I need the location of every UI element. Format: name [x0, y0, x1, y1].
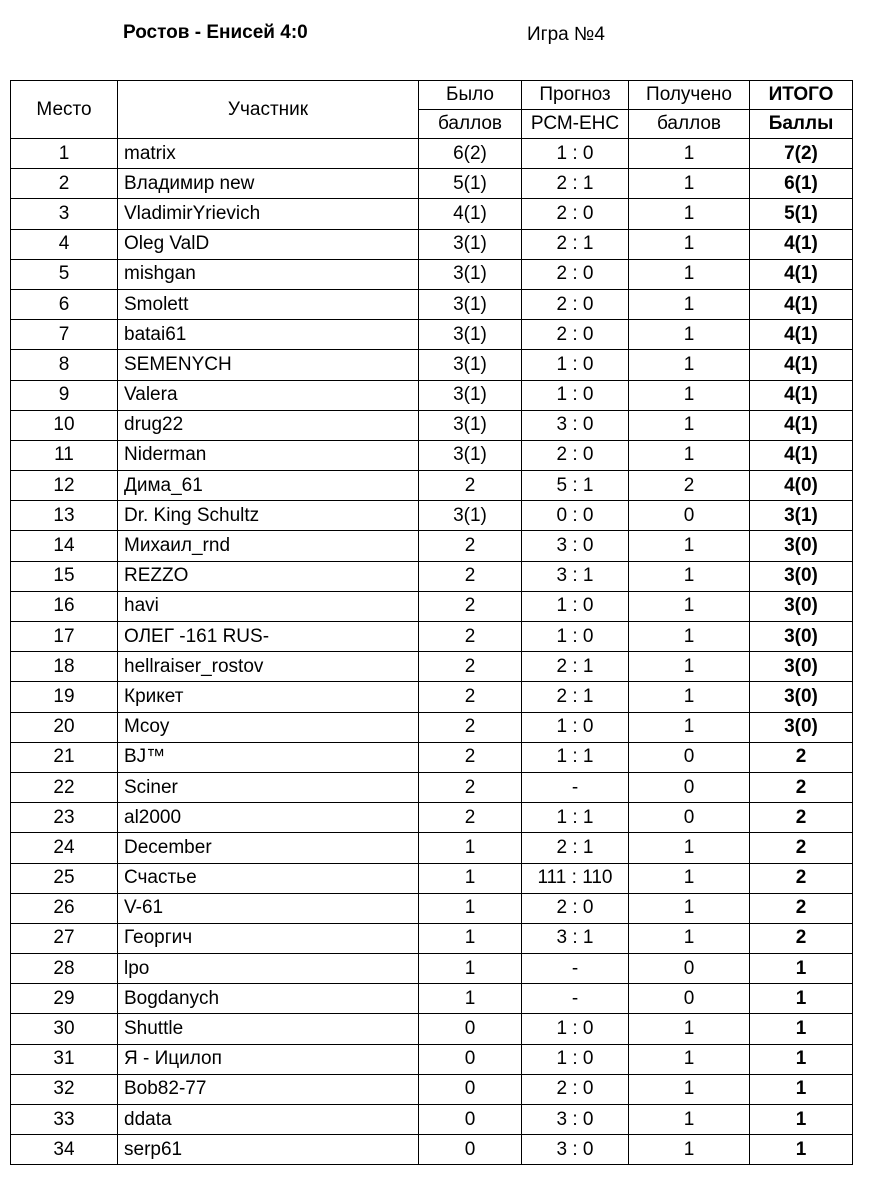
table-row: [11, 289, 853, 319]
table-row: [11, 1014, 853, 1044]
header-total-bottom: Баллы: [750, 110, 853, 139]
cell-total: 4(1): [750, 380, 853, 410]
cell-prediction: 0 : 0: [522, 501, 629, 531]
cell-points-received: 1: [629, 893, 750, 923]
cell-prediction: 2 : 0: [522, 440, 629, 470]
cell-points-received: 1: [629, 1044, 750, 1074]
cell-participant: Георгич: [118, 923, 419, 953]
cell-points-received: 0: [629, 501, 750, 531]
cell-participant: lpo: [118, 954, 419, 984]
cell-participant: Mcoy: [118, 712, 419, 742]
cell-participant: al2000: [118, 803, 419, 833]
cell-points-before: 2: [419, 591, 522, 621]
header-place: Место: [11, 81, 118, 139]
cell-participant: Счастье: [118, 863, 419, 893]
cell-prediction: 2 : 1: [522, 652, 629, 682]
cell-place: 5: [11, 259, 118, 289]
header-participant: Участник: [118, 81, 419, 139]
cell-participant: drug22: [118, 410, 419, 440]
cell-points-received: 1: [629, 350, 750, 380]
table-row: [11, 682, 853, 712]
cell-place: 9: [11, 380, 118, 410]
cell-points-received: 1: [629, 1135, 750, 1165]
cell-participant: Владимир new: [118, 169, 419, 199]
cell-place: 27: [11, 923, 118, 953]
table-row: [11, 501, 853, 531]
cell-total: 1: [750, 1044, 853, 1074]
cell-place: 13: [11, 501, 118, 531]
cell-total: 4(1): [750, 410, 853, 440]
cell-prediction: 1 : 0: [522, 712, 629, 742]
cell-participant: ddata: [118, 1105, 419, 1135]
cell-prediction: 1 : 0: [522, 350, 629, 380]
cell-total: 5(1): [750, 199, 853, 229]
cell-prediction: 2 : 0: [522, 259, 629, 289]
cell-prediction: 2 : 0: [522, 320, 629, 350]
cell-prediction: 3 : 1: [522, 923, 629, 953]
cell-prediction: 2 : 0: [522, 893, 629, 923]
cell-points-received: 1: [629, 320, 750, 350]
cell-participant: havi: [118, 591, 419, 621]
cell-points-before: 3(1): [419, 350, 522, 380]
cell-points-before: 2: [419, 652, 522, 682]
cell-participant: mishgan: [118, 259, 419, 289]
cell-total: 3(0): [750, 652, 853, 682]
cell-points-received: 1: [629, 259, 750, 289]
cell-place: 26: [11, 893, 118, 923]
cell-points-received: 0: [629, 984, 750, 1014]
cell-total: 4(0): [750, 471, 853, 501]
cell-place: 1: [11, 139, 118, 169]
cell-points-before: 0: [419, 1074, 522, 1104]
header-prediction-bottom: РСМ-ЕНС: [522, 110, 629, 139]
cell-points-received: 1: [629, 1074, 750, 1104]
table-row: [11, 591, 853, 621]
cell-place: 34: [11, 1135, 118, 1165]
cell-prediction: 1 : 0: [522, 622, 629, 652]
cell-place: 22: [11, 772, 118, 802]
cell-prediction: 2 : 1: [522, 229, 629, 259]
table-row: [11, 923, 853, 953]
cell-points-before: 1: [419, 833, 522, 863]
cell-points-before: 2: [419, 772, 522, 802]
cell-points-received: 1: [629, 380, 750, 410]
cell-points-before: 3(1): [419, 440, 522, 470]
cell-prediction: 5 : 1: [522, 471, 629, 501]
table-body: [11, 139, 853, 1165]
cell-total: 2: [750, 803, 853, 833]
cell-total: 2: [750, 833, 853, 863]
cell-prediction: 2 : 1: [522, 833, 629, 863]
table-row: [11, 893, 853, 923]
table-row: [11, 833, 853, 863]
cell-prediction: 1 : 0: [522, 139, 629, 169]
table-row: [11, 471, 853, 501]
header-before-top: Было: [419, 81, 522, 110]
cell-points-before: 3(1): [419, 410, 522, 440]
cell-place: 16: [11, 591, 118, 621]
cell-points-received: 0: [629, 772, 750, 802]
cell-participant: VladimirYrievich: [118, 199, 419, 229]
cell-place: 7: [11, 320, 118, 350]
cell-points-before: 3(1): [419, 229, 522, 259]
cell-points-before: 0: [419, 1044, 522, 1074]
cell-participant: Дима_61: [118, 471, 419, 501]
table-row: [11, 712, 853, 742]
cell-points-before: 3(1): [419, 501, 522, 531]
table-row: [11, 803, 853, 833]
cell-points-received: 1: [629, 652, 750, 682]
table-row: [11, 954, 853, 984]
cell-participant: matrix: [118, 139, 419, 169]
cell-prediction: 2 : 1: [522, 682, 629, 712]
table-row: [11, 410, 853, 440]
table-row: [11, 199, 853, 229]
cell-prediction: 1 : 0: [522, 591, 629, 621]
cell-place: 15: [11, 561, 118, 591]
cell-place: 11: [11, 440, 118, 470]
cell-place: 23: [11, 803, 118, 833]
cell-participant: Smolett: [118, 289, 419, 319]
cell-points-before: 0: [419, 1135, 522, 1165]
cell-prediction: 111 : 110: [522, 863, 629, 893]
cell-total: 2: [750, 893, 853, 923]
cell-total: 3(0): [750, 591, 853, 621]
cell-total: 7(2): [750, 139, 853, 169]
cell-participant: Niderman: [118, 440, 419, 470]
cell-place: 20: [11, 712, 118, 742]
cell-participant: December: [118, 833, 419, 863]
table-row: [11, 1074, 853, 1104]
cell-points-before: 3(1): [419, 259, 522, 289]
cell-total: 1: [750, 1014, 853, 1044]
cell-points-before: 2: [419, 561, 522, 591]
table-row: [11, 561, 853, 591]
cell-participant: V-61: [118, 893, 419, 923]
cell-points-before: 2: [419, 471, 522, 501]
cell-prediction: 3 : 1: [522, 561, 629, 591]
cell-prediction: 3 : 0: [522, 1105, 629, 1135]
cell-place: 14: [11, 531, 118, 561]
table-row: [11, 139, 853, 169]
cell-points-before: 0: [419, 1105, 522, 1135]
cell-total: 2: [750, 742, 853, 772]
cell-participant: ОЛЕГ -161 RUS-: [118, 622, 419, 652]
cell-points-received: 1: [629, 682, 750, 712]
cell-prediction: 1 : 0: [522, 1014, 629, 1044]
cell-place: 28: [11, 954, 118, 984]
cell-total: 2: [750, 772, 853, 802]
cell-place: 8: [11, 350, 118, 380]
cell-points-before: 1: [419, 863, 522, 893]
cell-prediction: 3 : 0: [522, 410, 629, 440]
cell-place: 10: [11, 410, 118, 440]
cell-prediction: 1 : 1: [522, 803, 629, 833]
cell-prediction: 3 : 0: [522, 531, 629, 561]
header-received-top: Получено: [629, 81, 750, 110]
cell-points-before: 1: [419, 984, 522, 1014]
cell-points-before: 3(1): [419, 289, 522, 319]
table-header: [11, 81, 853, 139]
cell-points-received: 1: [629, 199, 750, 229]
cell-place: 3: [11, 199, 118, 229]
cell-points-received: 1: [629, 139, 750, 169]
cell-prediction: 2 : 1: [522, 169, 629, 199]
cell-total: 2: [750, 863, 853, 893]
cell-points-received: 1: [629, 591, 750, 621]
cell-prediction: 1 : 1: [522, 742, 629, 772]
cell-place: 12: [11, 471, 118, 501]
cell-points-received: 0: [629, 954, 750, 984]
table-row: [11, 622, 853, 652]
cell-total: 2: [750, 923, 853, 953]
cell-total: 1: [750, 1105, 853, 1135]
cell-points-received: 1: [629, 1105, 750, 1135]
cell-participant: Dr. King Schultz: [118, 501, 419, 531]
cell-points-received: 2: [629, 471, 750, 501]
cell-total: 1: [750, 984, 853, 1014]
cell-points-received: 1: [629, 1014, 750, 1044]
cell-place: 17: [11, 622, 118, 652]
table-row: [11, 772, 853, 802]
cell-participant: Я - Ицилоп: [118, 1044, 419, 1074]
table-row: [11, 380, 853, 410]
header-total-top: ИТОГО: [750, 81, 853, 110]
cell-points-before: 1: [419, 954, 522, 984]
cell-place: 24: [11, 833, 118, 863]
cell-participant: Valera: [118, 380, 419, 410]
cell-points-received: 1: [629, 289, 750, 319]
cell-points-received: 1: [629, 229, 750, 259]
cell-points-before: 2: [419, 622, 522, 652]
table-row: [11, 1105, 853, 1135]
cell-prediction: -: [522, 954, 629, 984]
cell-prediction: -: [522, 772, 629, 802]
cell-points-received: 1: [629, 622, 750, 652]
cell-participant: REZZO: [118, 561, 419, 591]
cell-prediction: 2 : 0: [522, 1074, 629, 1104]
table-row: [11, 259, 853, 289]
cell-prediction: 1 : 0: [522, 1044, 629, 1074]
table-row: [11, 169, 853, 199]
game-number: Игра №4: [527, 24, 605, 45]
table-row: [11, 984, 853, 1014]
cell-participant: Shuttle: [118, 1014, 419, 1044]
table-row: [11, 440, 853, 470]
table-row: [11, 1044, 853, 1074]
cell-place: 29: [11, 984, 118, 1014]
table-row: [11, 320, 853, 350]
cell-place: 6: [11, 289, 118, 319]
table-row: [11, 531, 853, 561]
cell-participant: Sciner: [118, 772, 419, 802]
cell-points-received: 1: [629, 561, 750, 591]
cell-total: 3(1): [750, 501, 853, 531]
cell-points-before: 6(2): [419, 139, 522, 169]
cell-points-before: 2: [419, 712, 522, 742]
cell-points-received: 1: [629, 531, 750, 561]
cell-place: 21: [11, 742, 118, 772]
cell-place: 33: [11, 1105, 118, 1135]
cell-total: 1: [750, 1074, 853, 1104]
cell-prediction: 2 : 0: [522, 199, 629, 229]
cell-total: 3(0): [750, 712, 853, 742]
table-row: [11, 863, 853, 893]
cell-total: 3(0): [750, 622, 853, 652]
header-prediction-top: Прогноз: [522, 81, 629, 110]
cell-participant: Oleg ValD: [118, 229, 419, 259]
cell-total: 1: [750, 1135, 853, 1165]
cell-points-received: 1: [629, 923, 750, 953]
cell-place: 2: [11, 169, 118, 199]
cell-total: 3(0): [750, 561, 853, 591]
header-received-bottom: баллов: [629, 110, 750, 139]
cell-participant: batai61: [118, 320, 419, 350]
cell-place: 30: [11, 1014, 118, 1044]
table-row: [11, 229, 853, 259]
cell-participant: Михаил_rnd: [118, 531, 419, 561]
header-before-bottom: баллов: [419, 110, 522, 139]
cell-participant: Bob82-77: [118, 1074, 419, 1104]
cell-total: 3(0): [750, 682, 853, 712]
cell-points-received: 1: [629, 410, 750, 440]
cell-place: 32: [11, 1074, 118, 1104]
table-row: [11, 742, 853, 772]
cell-prediction: 1 : 0: [522, 380, 629, 410]
cell-total: 4(1): [750, 289, 853, 319]
cell-total: 4(1): [750, 229, 853, 259]
cell-points-before: 2: [419, 742, 522, 772]
cell-points-received: 1: [629, 833, 750, 863]
standings-table: [10, 80, 853, 1165]
cell-points-before: 4(1): [419, 199, 522, 229]
cell-points-received: 1: [629, 863, 750, 893]
cell-total: 1: [750, 954, 853, 984]
cell-participant: serp61: [118, 1135, 419, 1165]
cell-total: 4(1): [750, 320, 853, 350]
cell-points-received: 1: [629, 712, 750, 742]
cell-total: 4(1): [750, 440, 853, 470]
cell-participant: SEMENYCH: [118, 350, 419, 380]
table-row: [11, 652, 853, 682]
cell-points-before: 2: [419, 803, 522, 833]
cell-prediction: 2 : 0: [522, 289, 629, 319]
cell-points-before: 2: [419, 531, 522, 561]
cell-place: 25: [11, 863, 118, 893]
match-title: Ростов - Енисей 4:0: [123, 22, 308, 43]
cell-participant: hellraiser_rostov: [118, 652, 419, 682]
cell-points-before: 1: [419, 923, 522, 953]
cell-participant: Крикет: [118, 682, 419, 712]
cell-points-received: 0: [629, 803, 750, 833]
cell-total: 4(1): [750, 259, 853, 289]
table-row: [11, 1135, 853, 1165]
cell-place: 19: [11, 682, 118, 712]
cell-total: 6(1): [750, 169, 853, 199]
cell-points-received: 0: [629, 742, 750, 772]
cell-points-received: 1: [629, 169, 750, 199]
cell-prediction: -: [522, 984, 629, 1014]
cell-points-before: 1: [419, 893, 522, 923]
cell-place: 18: [11, 652, 118, 682]
cell-points-before: 5(1): [419, 169, 522, 199]
cell-place: 4: [11, 229, 118, 259]
cell-points-before: 2: [419, 682, 522, 712]
table-row: [11, 350, 853, 380]
cell-prediction: 3 : 0: [522, 1135, 629, 1165]
cell-total: 3(0): [750, 531, 853, 561]
cell-participant: BJ™: [118, 742, 419, 772]
cell-points-received: 1: [629, 440, 750, 470]
cell-points-before: 3(1): [419, 380, 522, 410]
cell-participant: Bogdanych: [118, 984, 419, 1014]
cell-points-before: 0: [419, 1014, 522, 1044]
cell-points-before: 3(1): [419, 320, 522, 350]
cell-place: 31: [11, 1044, 118, 1074]
cell-total: 4(1): [750, 350, 853, 380]
